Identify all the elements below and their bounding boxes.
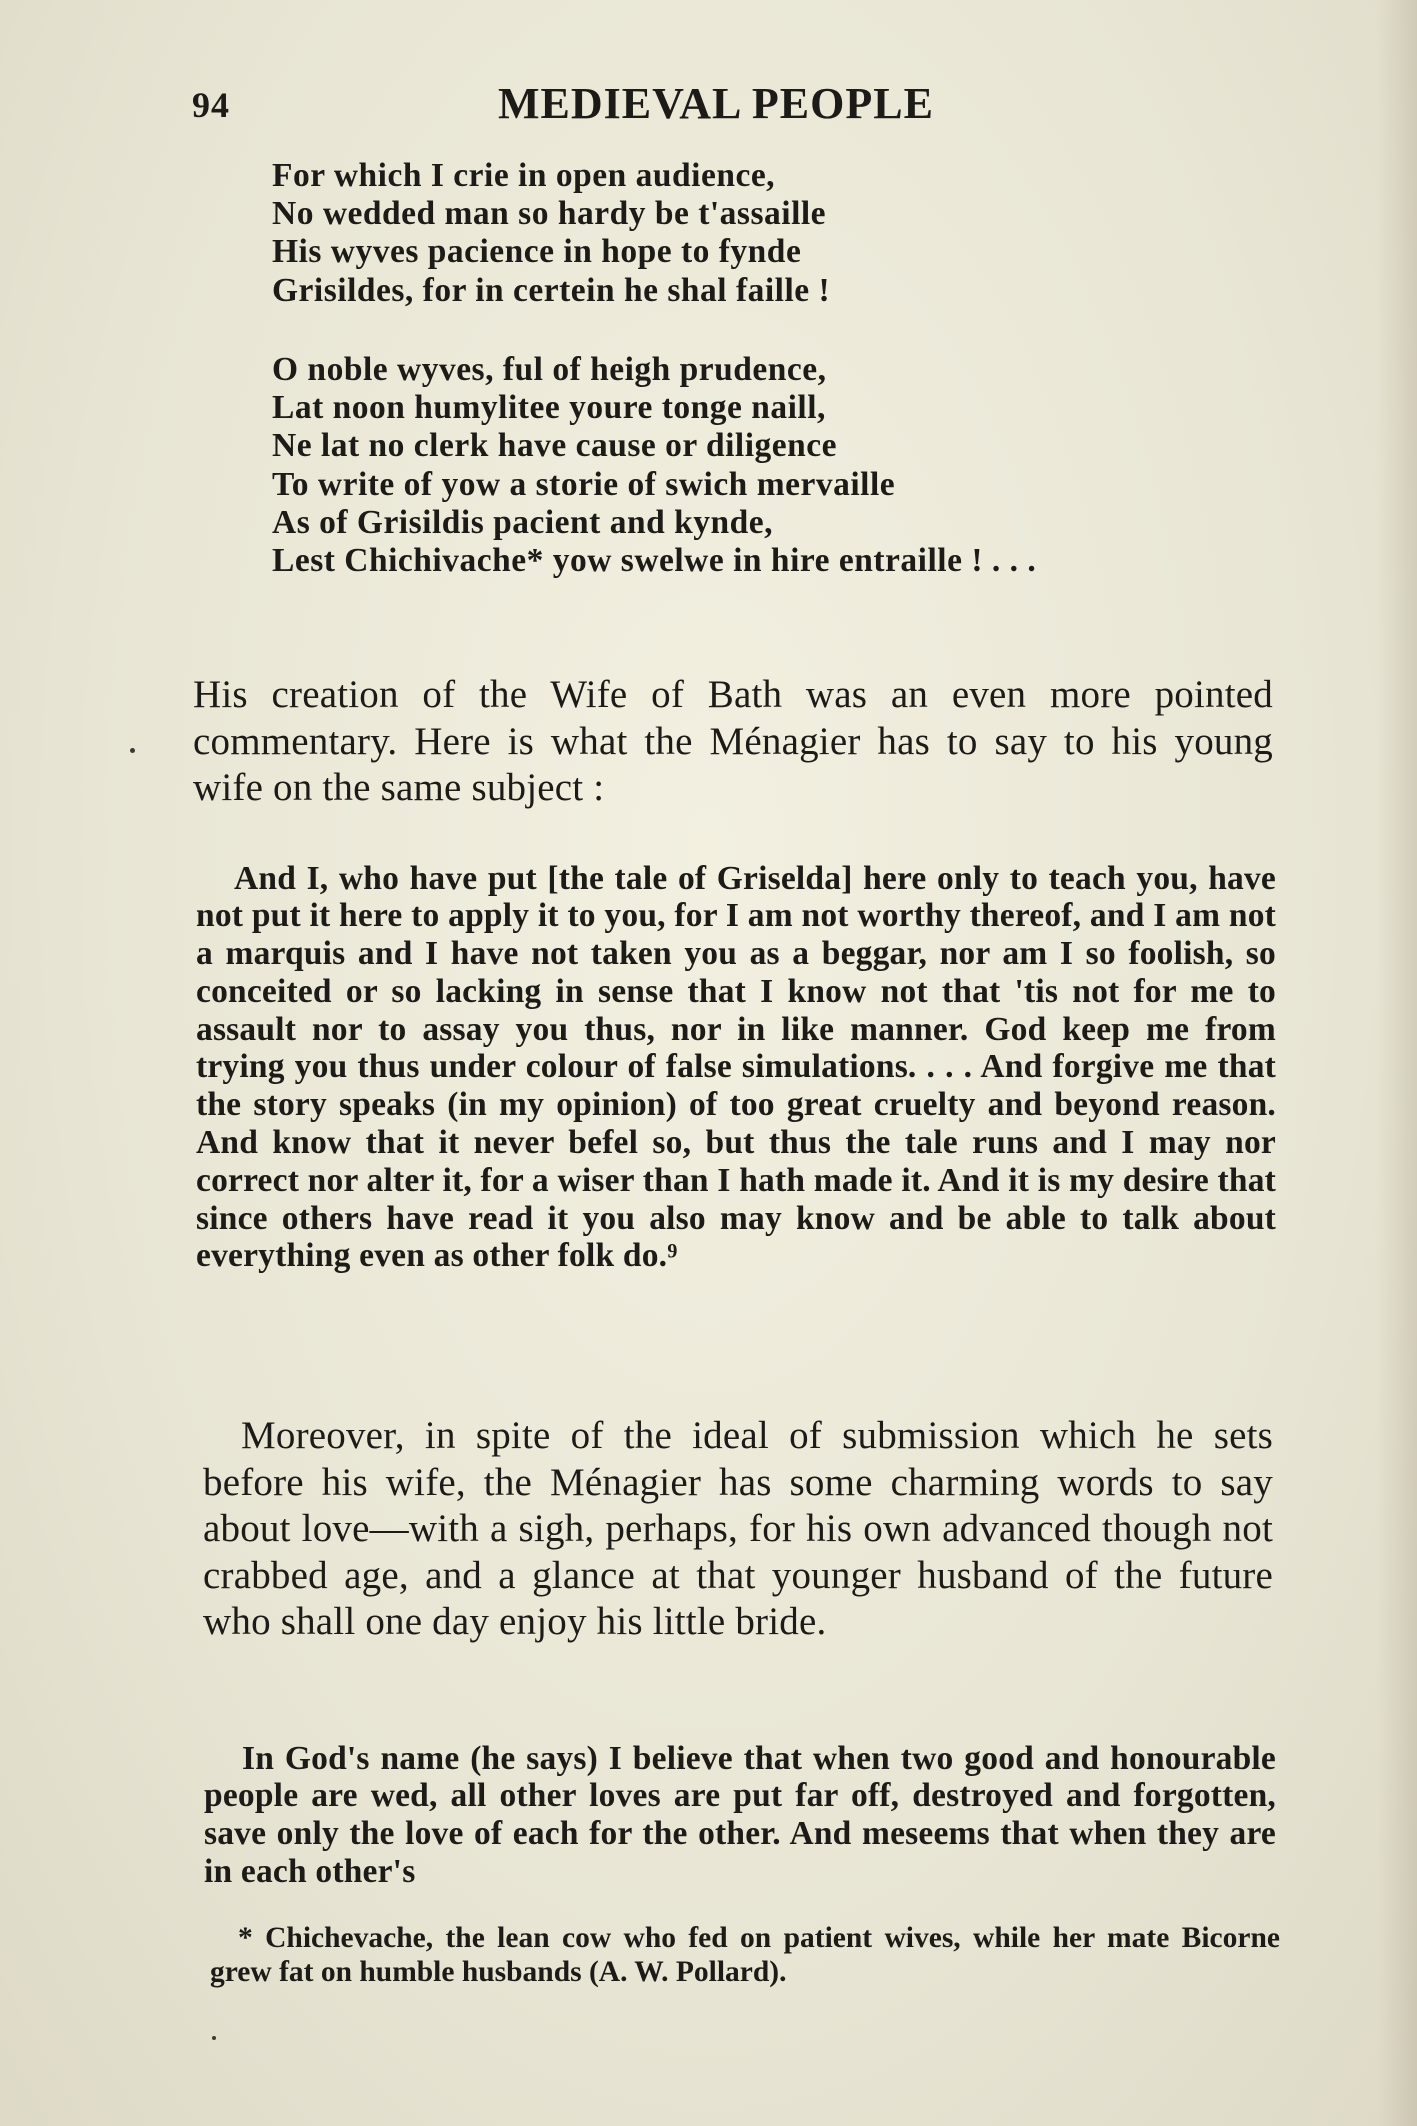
verse-line: Lest Chichivache* yow swelwe in hire entraille ! . . . — [272, 542, 1037, 580]
body-paragraph-1: His creation of the Wife of Bath was an even more pointed commentary. Here is what the Ménagier has to say to his young wife on the same subject : — [193, 673, 1273, 810]
verse-line: For which I crie in open audience, — [272, 157, 776, 194]
block-quote-1: And I, who have put [the tale of Griselda] here only to teach you, have not put it here to apply it to you, for I am not worthy thereof, and I am not a marquis and I have not taken you as a beggar, nor am I so foolish, so conceited or so lacking in sense that I know not that 'tis not for me to assault nor to assay you thus, nor in like manner. God keep me from trying you thus under colour of false simulations. . . . And forgive me that the story speaks (in my opinion) of too great cruelty and beyond reason. And know that it never befel so, but thus the tale runs and I may nor correct nor alter it, for a wiser than I hath made it. And it is my desire that since others have read it you also may know and be able to talk about everything even as other folk do.⁹ — [196, 859, 1276, 1275]
page-number: 94 — [192, 85, 230, 125]
verse-line: No wedded man so hardy be t'assaille — [272, 195, 827, 233]
verse-stanza-1 — [272, 157, 830, 310]
block-quote-2: In God's name (he says) I believe that when two good and honourable people are wed, all other loves are put far off, destroyed and forgotten, save only the love of each for the other. And meseems that when they are in each other's — [204, 1739, 1276, 1890]
footnote: * Chichevache, the lean cow who fed on patient wives, while her mate Bicorne grew fat on humble husbands (A. W. Pollard). — [210, 1921, 1280, 1988]
page-edge-shadow — [1377, 0, 1417, 2126]
verse-line: Ne lat no clerk have cause or diligence — [272, 427, 838, 465]
verse-line: O noble wyves, ful of heigh prudence, — [272, 351, 827, 388]
margin-mark — [130, 748, 135, 753]
margin-mark — [212, 2036, 216, 2040]
verse-line: His wyves pacience in hope to fynde — [272, 233, 802, 271]
verse-line: To write of yow a storie of swich mervaille — [272, 465, 896, 503]
body-paragraph-2: Moreover, in spite of the ideal of submission which he sets before his wife, the Ménagier has some charming words to say about love—with a sigh, perhaps, for his own advanced though not crabbed age, and a glance at that younger husband of the future who shall one day enjoy his little bride. — [203, 1414, 1273, 1644]
running-title: MEDIEVAL PEOPLE — [498, 79, 934, 128]
verse-line: As of Grisildis pacient and kynde, — [272, 503, 773, 541]
page-header — [192, 78, 972, 138]
verse-stanza-2 — [272, 351, 1036, 580]
verse-line: Lat noon humylitee youre tonge naill, — [272, 389, 826, 427]
verse-line: Grisildes, for in certein he shal faille ! — [272, 271, 831, 309]
